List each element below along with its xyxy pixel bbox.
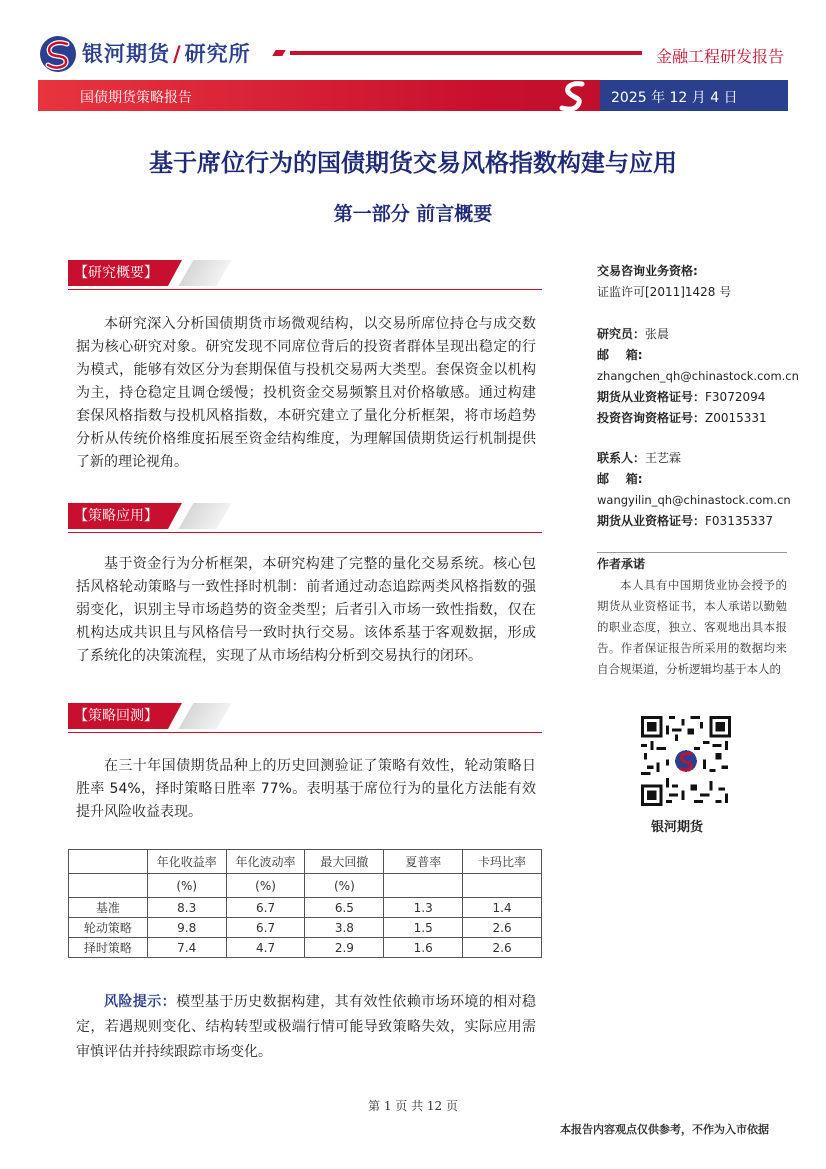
section-title: 第一部分 前言概要 xyxy=(333,203,493,225)
table-header-cell xyxy=(384,874,463,898)
table-cell: 1.3 xyxy=(384,898,463,918)
table-cell: 基准 xyxy=(69,898,148,918)
table-header-cell: (%) xyxy=(226,874,305,898)
contact-info xyxy=(597,448,807,532)
footer-disclaimer: 本报告内容观点仅供参考，不作为入市依据 xyxy=(560,1123,769,1136)
page-number: 第 1 页 共 12 页 xyxy=(368,1099,458,1113)
contact-name: 王艺霖 xyxy=(645,451,682,465)
sidebar-info xyxy=(597,261,797,303)
section-tag-tail xyxy=(178,260,231,286)
table-header-cell: 最大回撤 xyxy=(305,850,384,874)
table-header-row xyxy=(69,850,542,874)
table-cell: 1.5 xyxy=(384,918,463,938)
sidebar-divider xyxy=(597,552,787,553)
table-header-cell xyxy=(69,850,148,874)
section-tag-backtest xyxy=(68,703,224,729)
table-cell: 4.7 xyxy=(226,938,305,958)
researcher-invest: Z0015331 xyxy=(705,411,767,425)
risk-text: 模型基于历史数据构建，其有效性依赖市场环境的相对稳定，若遇规则变化、结构转型或极端行情可能导致策略失效，实际应用需审慎评估并持续跟踪市场变化。 xyxy=(76,994,537,1060)
author-commitment xyxy=(597,554,787,680)
table-header-row xyxy=(69,874,542,898)
report-category: 国债期货策略报告 xyxy=(80,90,192,106)
report-date: 2025 年 12 月 4 日 xyxy=(611,90,738,106)
report-type: 金融工程研发报告 xyxy=(656,47,785,66)
section-tag-label: 【策略应用】 xyxy=(68,503,168,529)
table-row xyxy=(69,938,542,958)
table-cell: 6.5 xyxy=(305,898,384,918)
license-label: 交易咨询业务资格: xyxy=(597,264,698,278)
researcher-cert-label: 期货从业资格证号： xyxy=(597,390,706,404)
backtest-table xyxy=(68,849,542,958)
table-header-cell xyxy=(463,874,542,898)
section-tag-label: 【研究概要】 xyxy=(68,260,168,286)
contact-cert: F03135337 xyxy=(705,514,773,528)
commitment-title: 作者承诺 xyxy=(597,557,646,571)
table-cell: 6.7 xyxy=(226,898,305,918)
section-rule xyxy=(68,532,542,533)
qr-label: 银河期货 xyxy=(651,820,704,835)
table-cell: 1.4 xyxy=(463,898,542,918)
contact-email: wangyilin_qh@chinastock.com.cn xyxy=(597,493,791,507)
risk-notice xyxy=(76,990,536,1065)
table-cell: 1.6 xyxy=(384,938,463,958)
header-rule xyxy=(290,51,642,55)
table-row xyxy=(69,918,542,938)
research-summary-text: 本研究深入分析国债期货市场微观结构，以交易所席位持仓与成交数据为核心研究对象。研究发现不同席位背后的投资者群体呈现出稳定的行为模式，能够有效区分为套期保值与投机交易两大类型。套保资金以机构为主，持仓稳定且调仓缓慢；投机资金交易频繁且对价格敏感。通过构建套保风格指数与投机风格指数，本研究建立了量化分析框架，将市场趋势分析从传统价格维度拓展至资金结构维度，为理解国债期货运行机制提供了新的理论视角。 xyxy=(76,316,536,470)
commitment-text: 本人具有中国期货业协会授予的期货从业资格证书，本人承诺以勤勉的职业态度，独立、客观地出具本报告。作者保证报告所采用的数据均来自合规渠道，分析逻辑均基于本人的 xyxy=(597,578,787,676)
researcher-name: 张晨 xyxy=(645,327,670,341)
page-title: 基于席位行为的国债期货交易风格指数构建与应用 xyxy=(149,149,677,177)
commitment-body xyxy=(597,575,787,680)
researcher-email: zhangchen_qh@chinastock.com.cn xyxy=(597,369,799,383)
section-rule xyxy=(68,732,542,733)
researcher-info xyxy=(597,324,807,429)
strategy-application xyxy=(76,553,536,668)
brand-logo-text xyxy=(82,38,251,68)
qr-code-icon xyxy=(641,716,731,806)
section-tag-tail xyxy=(178,703,231,729)
table-cell: 7.4 xyxy=(147,938,226,958)
table-header-cell: 夏普率 xyxy=(384,850,463,874)
strategy-application-text: 基于资金行为分析框架，本研究构建了完整的量化交易系统。核心包括风格轮动策略与一致性择时机制：前者通过动态追踪两类风格指数的强弱变化，识别主导市场趋势的资金类型；后者引入市场一致性指数，仅在机构达成共识且与风格信号一致时执行交易。该体系基于客观数据，形成了系统化的决策流程，实现了从市场结构分析到交易执行的闭环。 xyxy=(76,556,536,664)
table-header-cell: 年化收益率 xyxy=(147,850,226,874)
contact-label: 联系人： xyxy=(597,451,646,465)
section-tag-label: 【策略回测】 xyxy=(68,703,168,729)
table-cell: 6.7 xyxy=(226,918,305,938)
research-summary xyxy=(76,313,536,474)
table-row xyxy=(69,898,542,918)
table-cell: 8.3 xyxy=(147,898,226,918)
table-cell: 择时策略 xyxy=(69,938,148,958)
table-header-cell: 卡玛比率 xyxy=(463,850,542,874)
section-tag-research xyxy=(68,260,224,286)
researcher-cert: F3072094 xyxy=(705,390,766,404)
risk-label: 风险提示： xyxy=(104,994,177,1010)
table-cell: 2.9 xyxy=(305,938,384,958)
header-rule-accent xyxy=(272,50,285,56)
license-value: 证监许可[2011]1428 号 xyxy=(597,285,732,299)
table-cell: 2.6 xyxy=(463,918,542,938)
researcher-mail-label: 邮 箱: xyxy=(597,348,643,362)
section-tag-tail xyxy=(178,503,231,529)
backtest-summary xyxy=(76,755,536,824)
brand-sub: 研究所 xyxy=(184,42,251,66)
table-header-cell: 年化波动率 xyxy=(226,850,305,874)
table-header-cell: (%) xyxy=(147,874,226,898)
brand-separator: / xyxy=(173,42,182,66)
swoosh-icon xyxy=(556,78,592,114)
contact-mail-label: 邮 箱: xyxy=(597,472,643,486)
researcher-invest-label: 投资咨询资格证号： xyxy=(597,411,706,425)
table-cell: 9.8 xyxy=(147,918,226,938)
section-rule xyxy=(68,289,542,290)
galaxy-logo-icon xyxy=(38,34,78,74)
table-header-cell xyxy=(69,874,148,898)
table-cell: 2.6 xyxy=(463,938,542,958)
backtest-summary-text: 在三十年国债期货品种上的历史回测验证了策略有效性，轮动策略日胜率 54%，择时策略日胜率 77%。表明基于席位行为的量化方法能有效提升风险收益表现。 xyxy=(76,758,536,820)
table-cell: 3.8 xyxy=(305,918,384,938)
table-cell: 轮动策略 xyxy=(69,918,148,938)
section-tag-application xyxy=(68,503,224,529)
table-header-cell: (%) xyxy=(305,874,384,898)
researcher-label: 研究员： xyxy=(597,327,646,341)
contact-cert-label: 期货从业资格证号： xyxy=(597,514,706,528)
brand-main: 银河期货 xyxy=(82,42,170,66)
